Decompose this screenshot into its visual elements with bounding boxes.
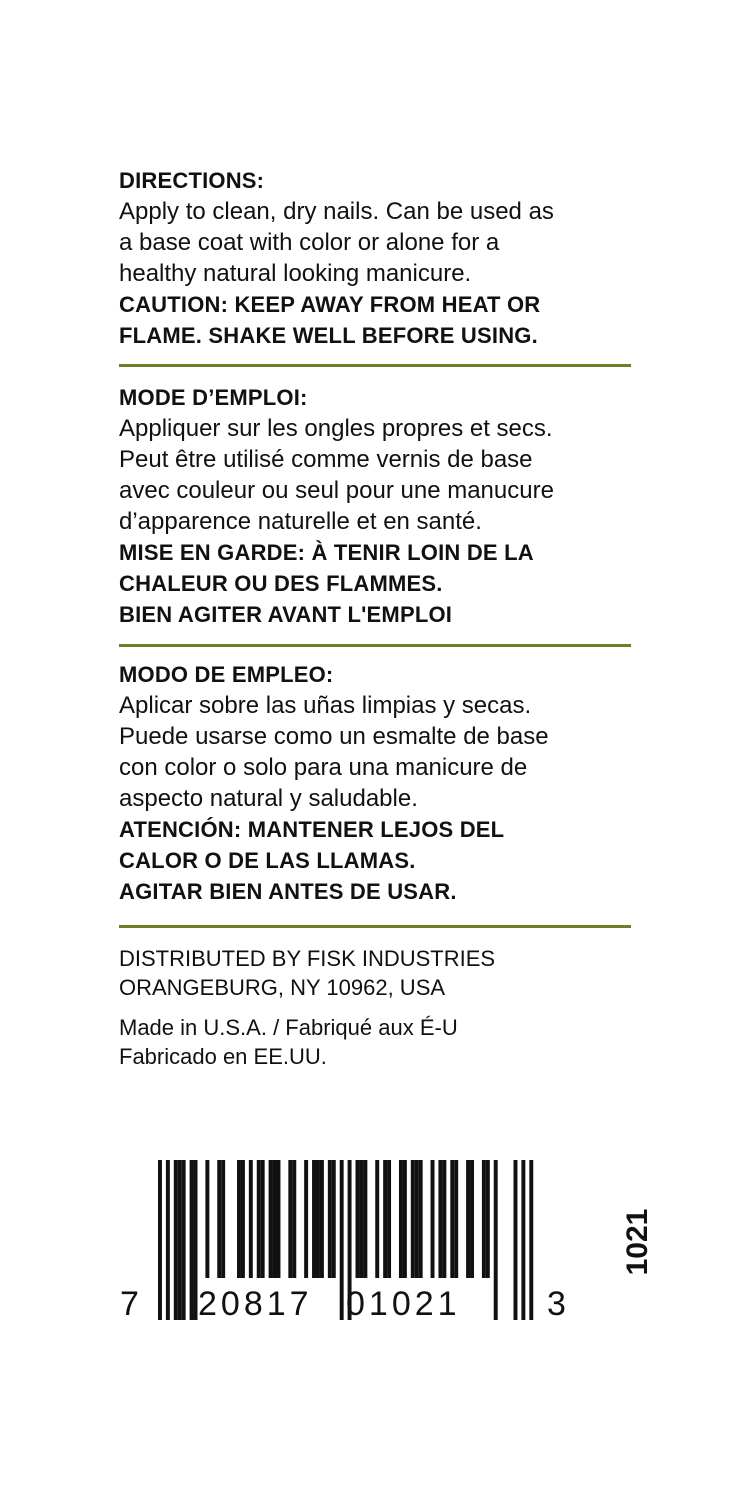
mode-emploi-line: avec couleur ou seul pour une manucure	[119, 477, 554, 504]
barcode-bar	[332, 1160, 336, 1278]
barcode-bar	[257, 1160, 261, 1278]
barcode-bar	[273, 1160, 277, 1278]
barcode-first-digit: 7	[120, 1285, 139, 1323]
barcode-bar	[419, 1160, 423, 1278]
barcode-bar	[158, 1160, 162, 1320]
barcode-bar	[375, 1160, 379, 1278]
barcode-bar	[320, 1160, 324, 1278]
modo-empleo-caution: ATENCIÓN: MANTENER LEJOS DEL	[119, 817, 505, 842]
barcode-bar	[387, 1160, 391, 1278]
modo-empleo-line: Puede usarse como un esmalte de base	[119, 723, 549, 750]
directions-heading: DIRECTIONS:	[119, 168, 265, 193]
directions-caution: FLAME. SHAKE WELL BEFORE USING.	[119, 323, 538, 348]
section-divider	[119, 644, 631, 647]
barcode-check-digit: 3	[547, 1285, 566, 1323]
origin-block	[119, 1013, 458, 1071]
barcode-bar	[494, 1160, 498, 1320]
barcode-bar	[356, 1160, 360, 1278]
mode-emploi-section	[119, 382, 639, 630]
barcode-bar	[514, 1160, 518, 1320]
mode-emploi-caution: MISE EN GARDE: À TENIR LOIN DE LA	[119, 540, 534, 565]
modo-empleo-line: Aplicar sobre las uñas limpias y secas.	[119, 692, 532, 719]
barcode-bar	[182, 1160, 186, 1320]
distributor-line: ORANGEBURG, NY 10962, USA	[119, 975, 446, 1000]
barcode-bar	[383, 1160, 387, 1278]
section-divider	[119, 925, 631, 928]
section-divider	[119, 364, 631, 367]
barcode-bar	[277, 1160, 281, 1278]
barcode-bar	[178, 1160, 182, 1320]
barcode-bar	[241, 1160, 245, 1278]
modo-empleo-caution: AGITAR BIEN ANTES DE USAR.	[119, 879, 457, 904]
barcode-bar	[316, 1160, 320, 1278]
barcode-bar	[237, 1160, 241, 1278]
mode-emploi-line: Peut être utilisé comme vernis de base	[119, 446, 533, 473]
barcode-bar	[190, 1160, 194, 1320]
mode-emploi-line: d’apparence naturelle et en santé.	[119, 508, 482, 535]
barcode-bar	[217, 1160, 221, 1278]
barcode-bar	[442, 1160, 446, 1278]
barcode-bar	[486, 1160, 490, 1278]
barcode-bar	[261, 1160, 265, 1278]
barcode-bar	[415, 1160, 419, 1278]
barcode-bar	[269, 1160, 273, 1278]
directions-section	[119, 165, 639, 351]
side-product-code: 1021	[621, 1208, 654, 1276]
barcode-bar	[249, 1160, 253, 1278]
barcode-bar	[482, 1160, 486, 1278]
origin-line: Made in U.S.A. / Fabriqué aux É-U	[119, 1015, 458, 1040]
barcode-bar	[399, 1160, 403, 1278]
mode-emploi-line: Appliquer sur les ongles propres et secs.	[119, 415, 553, 442]
barcode-bar	[470, 1160, 474, 1278]
barcode-bar	[340, 1160, 344, 1320]
barcode-bar	[403, 1160, 407, 1278]
mode-emploi-caution: BIEN AGITER AVANT L'EMPLOI	[119, 602, 453, 627]
barcode-bar	[521, 1160, 525, 1320]
barcode-bar	[304, 1160, 308, 1278]
modo-empleo-caution: CALOR O DE LAS LLAMAS.	[119, 848, 416, 873]
barcode-bar	[221, 1160, 225, 1278]
barcode-left-group: 20817	[198, 1285, 313, 1323]
barcode-bar	[363, 1160, 367, 1278]
barcode-bar	[205, 1160, 209, 1278]
barcode-bar	[431, 1160, 435, 1278]
barcode-bar	[359, 1160, 363, 1278]
modo-empleo-line: con color o solo para una manicure de	[119, 754, 528, 781]
barcode-bar	[454, 1160, 458, 1278]
mode-emploi-caution: CHALEUR OU DES FLAMMES.	[119, 571, 443, 596]
directions-line: Apply to clean, dry nails. Can be used as	[119, 198, 554, 225]
barcode-bar	[288, 1160, 292, 1278]
mode-emploi-heading: MODE D’EMPLOI:	[119, 385, 308, 410]
barcode-bar	[194, 1160, 198, 1320]
barcode-bar	[174, 1160, 178, 1320]
barcode-right-group: 01021	[346, 1285, 461, 1323]
directions-caution: CAUTION: KEEP AWAY FROM HEAT OR	[119, 292, 541, 317]
directions-line: healthy natural looking manicure.	[119, 260, 472, 287]
barcode-bar	[312, 1160, 316, 1278]
directions-line: a base coat with color or alone for a	[119, 229, 500, 256]
modo-empleo-line: aspecto natural y saludable.	[119, 785, 418, 812]
barcode-bar	[466, 1160, 470, 1278]
origin-line: Fabricado en EE.UU.	[119, 1044, 327, 1069]
modo-empleo-heading: MODO DE EMPLEO:	[119, 662, 334, 687]
distributor-block	[119, 944, 639, 1002]
barcode-bar	[438, 1160, 442, 1278]
barcode-bar	[411, 1160, 415, 1278]
barcode-bar	[328, 1160, 332, 1278]
barcode-bar	[292, 1160, 296, 1278]
modo-empleo-section	[119, 659, 639, 907]
barcode-bar	[166, 1160, 170, 1320]
barcode-bar	[450, 1160, 454, 1278]
distributor-line: DISTRIBUTED BY FISK INDUSTRIES	[119, 946, 496, 971]
barcode-bar	[529, 1160, 533, 1320]
